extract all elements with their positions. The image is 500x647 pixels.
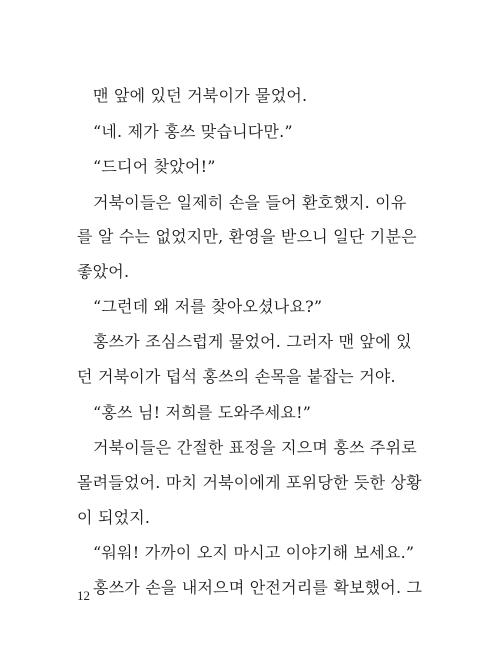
text-line: 이 되었지. (77, 508, 151, 527)
text-line: 좋았어. (77, 262, 130, 281)
text-line: “그런데 왜 저를 찾아오셨나요?” (93, 297, 323, 316)
text-line: “홍쓰 님! 저희를 도와주세요!” (93, 403, 312, 422)
text-line: 거북이들은 일제히 손을 들어 환호했지. 이유 (93, 193, 407, 212)
text-line: 를 알 수는 없었지만, 환영을 받으니 일단 기분은 (77, 227, 417, 246)
text-line: 맨 앞에 있던 거북이가 물었어. (93, 86, 308, 105)
text-line: “워워! 가까이 오지 마시고 이야기해 보세요.” (93, 543, 415, 562)
text-line: 홍쓰가 손을 내저으며 안전거리를 확보했어. 그 (93, 578, 423, 597)
text-line: 몰려들었어. 마치 거북이에게 포위당한 듯한 상황 (77, 473, 422, 492)
text-line: “드디어 찾았어!” (93, 157, 216, 176)
text-line: 거북이들은 간절한 표정을 지으며 홍쓰 주위로 (93, 438, 417, 457)
text-line: 홍쓰가 조심스럽게 물었어. 그러자 맨 앞에 있 (93, 332, 412, 351)
text-line: “네. 제가 홍쓰 맞습니다만.” (93, 122, 293, 141)
text-line: 던 거북이가 덥석 홍쓰의 손목을 붙잡는 거야. (77, 367, 396, 386)
page-number: 12 (77, 588, 90, 603)
